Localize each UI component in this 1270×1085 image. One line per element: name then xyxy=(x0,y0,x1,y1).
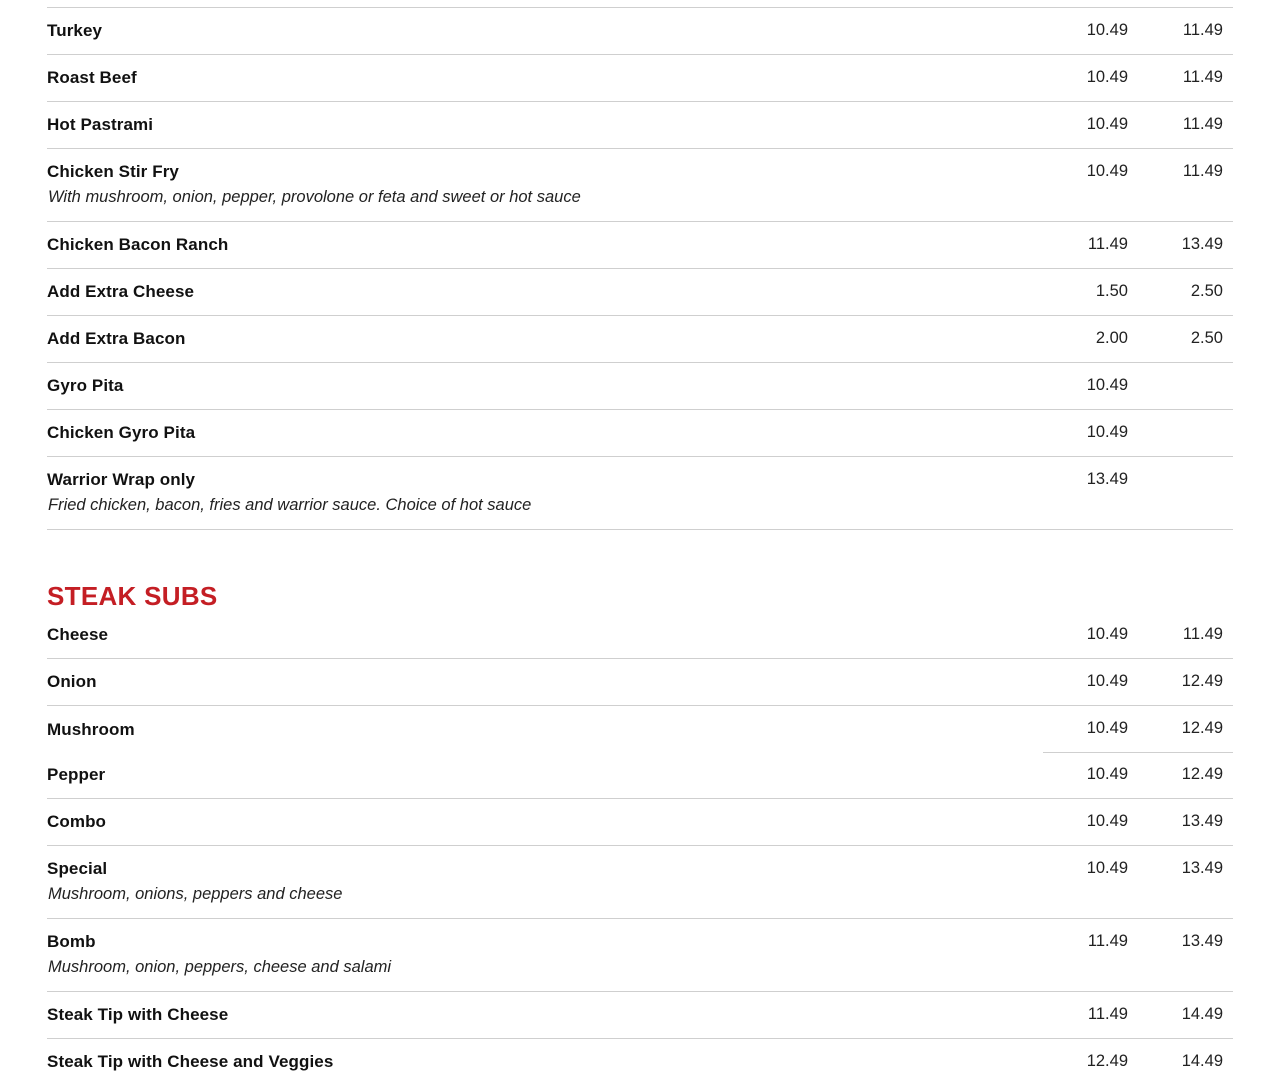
menu-item-price-small: 10.49 xyxy=(1086,68,1128,86)
menu-item xyxy=(47,148,1233,221)
menu-item-price-large: 11.49 xyxy=(1182,625,1223,643)
menu-item-name: Steak Tip with Cheese xyxy=(47,1005,229,1024)
menu-item-price-large: 13.49 xyxy=(1181,932,1223,950)
menu-item-price-large: 11.49 xyxy=(1182,115,1223,133)
menu-item xyxy=(47,409,1233,456)
menu-item-price-large: 12.49 xyxy=(1181,765,1223,783)
menu-item-name: Warrior Wrap only xyxy=(47,470,196,489)
menu-item-price-small: 10.49 xyxy=(1086,765,1128,783)
menu-item-price-small: 10.49 xyxy=(1086,812,1128,830)
menu-item xyxy=(47,752,1233,798)
menu-section-sandwiches xyxy=(47,7,1233,530)
menu-item xyxy=(47,456,1233,529)
menu-item-price-large: 14.49 xyxy=(1181,1005,1223,1023)
menu-item-price-small: 10.49 xyxy=(1086,115,1128,133)
menu-item-description: Fried chicken, bacon, fries and warrior sauce. Choice of hot sauce xyxy=(48,496,532,514)
menu-item-name: Combo xyxy=(47,812,107,831)
menu-item-price-large: 13.49 xyxy=(1181,859,1223,877)
menu-item xyxy=(47,705,1233,752)
menu-item-price-large: 11.49 xyxy=(1182,68,1223,86)
menu-item-description: With mushroom, onion, pepper, provolone or feta and sweet or hot sauce xyxy=(48,188,581,206)
menu-item-name: Chicken Gyro Pita xyxy=(47,423,196,442)
menu-item-name: Add Extra Cheese xyxy=(47,282,195,301)
menu-item-price-small: 1.50 xyxy=(1095,282,1128,300)
menu-item-name: Gyro Pita xyxy=(47,376,124,395)
menu-item-price-small: 10.49 xyxy=(1086,21,1128,39)
menu-item-price-small: 10.49 xyxy=(1086,162,1128,180)
menu-item-price-small: 2.00 xyxy=(1095,329,1128,347)
menu-item xyxy=(47,798,1233,845)
menu-item xyxy=(47,918,1233,991)
menu-item xyxy=(47,315,1233,362)
menu-item-name: Steak Tip with Cheese and Veggies xyxy=(47,1052,334,1071)
menu-item-price-small: 13.49 xyxy=(1086,470,1128,488)
menu-item xyxy=(47,845,1233,918)
menu-item xyxy=(47,612,1233,658)
menu-item-price-large: 12.49 xyxy=(1181,672,1223,690)
menu-item xyxy=(47,7,1233,54)
menu-item-name: Roast Beef xyxy=(47,68,137,87)
menu-item-price-small: 10.49 xyxy=(1086,376,1128,394)
menu-item-name: Turkey xyxy=(47,21,103,40)
menu-item-price-small: 10.49 xyxy=(1086,423,1128,441)
menu-item xyxy=(47,54,1233,101)
menu-item-price-small: 10.49 xyxy=(1086,719,1128,737)
menu-item-name: Special xyxy=(47,859,108,878)
menu-item-price-large: 13.49 xyxy=(1181,812,1223,830)
menu-item-price-large: 12.49 xyxy=(1181,719,1223,737)
menu-item-price-small: 11.49 xyxy=(1087,235,1128,253)
menu-item-price-small: 10.49 xyxy=(1086,625,1128,643)
menu-item xyxy=(47,101,1233,148)
menu-item-price-large: 11.49 xyxy=(1182,21,1223,39)
menu-item-price-small: 12.49 xyxy=(1086,1052,1128,1070)
menu-item xyxy=(47,221,1233,268)
section-title: STEAK SUBS xyxy=(47,581,218,611)
menu-item xyxy=(47,1038,1233,1085)
menu-item-name: Onion xyxy=(47,672,97,691)
menu-item-name: Chicken Bacon Ranch xyxy=(47,235,229,254)
menu-item-name: Bomb xyxy=(47,932,96,951)
menu-item xyxy=(47,362,1233,409)
menu-section-steak-subs xyxy=(47,612,1233,1085)
menu-item-name: Add Extra Bacon xyxy=(47,329,186,348)
menu-item-name: Cheese xyxy=(47,625,109,644)
menu-item xyxy=(47,268,1233,315)
menu-item-price-large: 11.49 xyxy=(1182,162,1223,180)
menu-item-description: Mushroom, onions, peppers and cheese xyxy=(48,885,343,903)
menu-item xyxy=(47,991,1233,1038)
menu-item-price-large: 2.50 xyxy=(1190,329,1223,347)
menu-item-price-large: 13.49 xyxy=(1181,235,1223,253)
menu-item-price-small: 11.49 xyxy=(1087,1005,1128,1023)
menu-item-price-small: 11.49 xyxy=(1087,932,1128,950)
menu-item-description: Mushroom, onion, peppers, cheese and salami xyxy=(48,958,392,976)
menu-item-name: Mushroom xyxy=(47,720,135,739)
menu-item-name: Hot Pastrami xyxy=(47,115,154,134)
menu-item xyxy=(47,658,1233,705)
menu-item-price-large: 14.49 xyxy=(1181,1052,1223,1070)
menu-item-name: Chicken Stir Fry xyxy=(47,162,179,181)
menu-item-name: Pepper xyxy=(47,765,106,784)
menu-item-price-large: 2.50 xyxy=(1190,282,1223,300)
menu-item-price-small: 10.49 xyxy=(1086,859,1128,877)
menu-item-price-small: 10.49 xyxy=(1086,672,1128,690)
divider xyxy=(47,529,1233,530)
